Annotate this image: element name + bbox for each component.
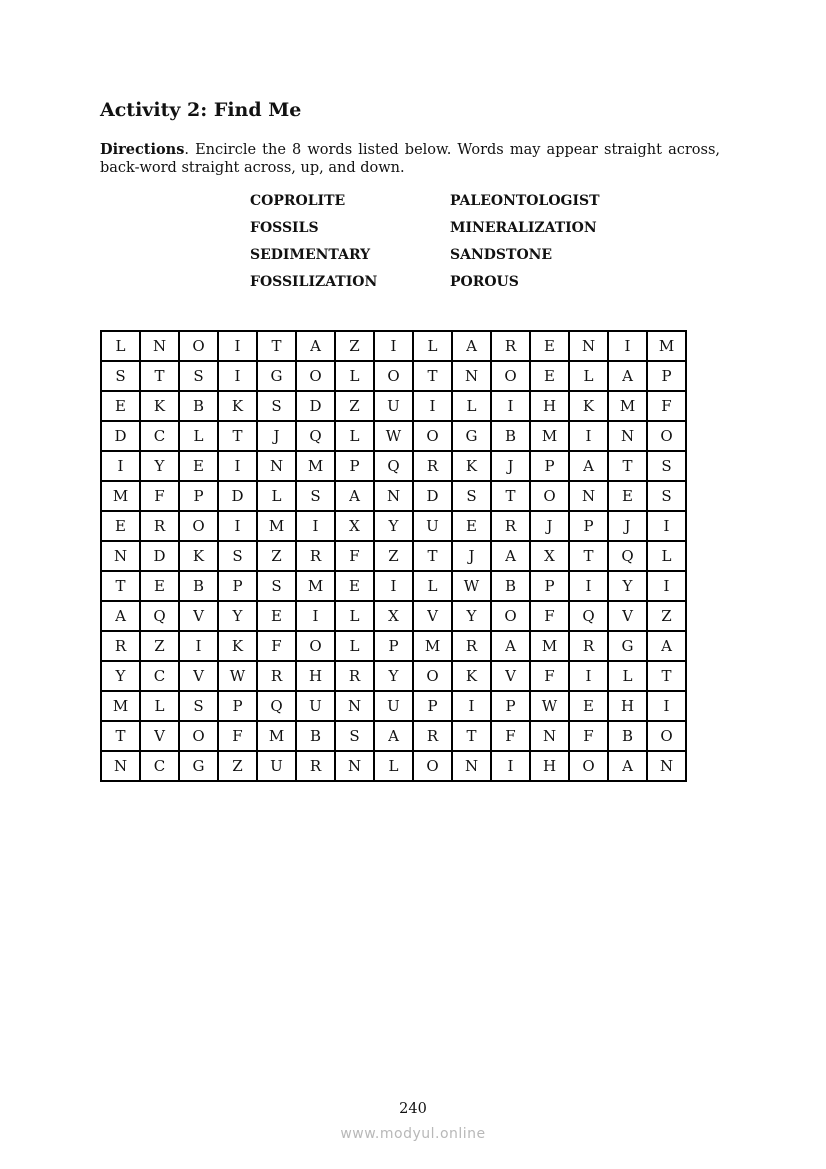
directions-text: . Encircle the 8 words listed below. Words may appear straight across, back-word straight across, up, and down. [100, 142, 720, 176]
grid-cell[interactable]: E [530, 361, 569, 391]
grid-row [101, 511, 686, 541]
grid-cell[interactable]: N [569, 481, 608, 511]
grid-cell[interactable]: T [647, 661, 686, 691]
grid-cell[interactable]: Y [140, 451, 179, 481]
grid-cell[interactable]: R [569, 631, 608, 661]
grid-cell[interactable]: A [569, 451, 608, 481]
grid-cell[interactable]: G [179, 751, 218, 781]
grid-cell[interactable]: R [257, 661, 296, 691]
grid-cell[interactable]: L [101, 331, 140, 361]
grid-cell[interactable]: I [491, 391, 530, 421]
grid-cell[interactable]: R [413, 451, 452, 481]
grid-cell[interactable]: O [647, 421, 686, 451]
grid-cell[interactable]: F [569, 721, 608, 751]
grid-cell[interactable]: M [296, 451, 335, 481]
grid-cell[interactable]: T [413, 541, 452, 571]
grid-cell[interactable]: E [101, 391, 140, 421]
grid-cell[interactable]: H [530, 751, 569, 781]
grid-cell[interactable]: X [530, 541, 569, 571]
grid-cell[interactable]: X [374, 601, 413, 631]
grid-cell[interactable]: W [452, 571, 491, 601]
grid-cell[interactable]: T [101, 571, 140, 601]
grid-cell[interactable]: D [296, 391, 335, 421]
grid-cell[interactable]: O [374, 361, 413, 391]
grid-row [101, 631, 686, 661]
grid-row [101, 661, 686, 691]
grid-cell[interactable]: T [218, 421, 257, 451]
grid-cell[interactable]: R [491, 511, 530, 541]
grid-cell[interactable]: L [335, 361, 374, 391]
grid-cell[interactable]: O [647, 721, 686, 751]
grid-cell[interactable]: B [296, 721, 335, 751]
grid-cell[interactable]: O [413, 421, 452, 451]
grid-cell[interactable]: M [413, 631, 452, 661]
grid-cell[interactable]: S [218, 541, 257, 571]
grid-cell[interactable]: U [374, 691, 413, 721]
grid-cell[interactable]: L [335, 601, 374, 631]
grid-cell[interactable]: D [413, 481, 452, 511]
grid-cell[interactable]: P [413, 691, 452, 721]
grid-cell[interactable]: O [530, 481, 569, 511]
grid-cell[interactable]: B [608, 721, 647, 751]
grid-cell[interactable]: N [335, 751, 374, 781]
grid-cell[interactable]: R [413, 721, 452, 751]
grid-cell[interactable]: L [257, 481, 296, 511]
grid-cell[interactable]: R [101, 631, 140, 661]
grid-cell[interactable]: O [179, 511, 218, 541]
grid-cell[interactable]: K [179, 541, 218, 571]
grid-cell[interactable]: A [608, 751, 647, 781]
grid-cell[interactable]: Y [608, 571, 647, 601]
grid-cell[interactable]: V [179, 661, 218, 691]
grid-cell[interactable]: T [140, 361, 179, 391]
word-item: PALEONTOLOGIST [450, 193, 600, 209]
grid-cell[interactable]: F [335, 541, 374, 571]
grid-cell[interactable]: K [452, 451, 491, 481]
grid-cell[interactable]: I [296, 601, 335, 631]
grid-cell[interactable]: S [257, 391, 296, 421]
grid-cell[interactable]: W [530, 691, 569, 721]
grid-cell[interactable]: N [452, 751, 491, 781]
grid-cell[interactable]: I [296, 511, 335, 541]
grid-cell[interactable]: D [218, 481, 257, 511]
watermark: www.modyul.online [340, 1126, 486, 1142]
grid-cell[interactable]: K [569, 391, 608, 421]
grid-cell[interactable]: M [257, 511, 296, 541]
grid-cell[interactable]: A [647, 631, 686, 661]
grid-row [101, 541, 686, 571]
grid-cell[interactable]: N [569, 331, 608, 361]
grid-cell[interactable]: F [140, 481, 179, 511]
grid-cell[interactable]: N [608, 421, 647, 451]
grid-cell[interactable]: T [569, 541, 608, 571]
grid-row [101, 451, 686, 481]
grid-cell[interactable]: M [257, 721, 296, 751]
grid-cell[interactable]: E [257, 601, 296, 631]
grid-cell[interactable]: I [101, 451, 140, 481]
grid-cell[interactable]: K [452, 661, 491, 691]
grid-cell[interactable]: E [569, 691, 608, 721]
grid-cell[interactable]: N [140, 331, 179, 361]
grid-cell[interactable]: S [101, 361, 140, 391]
grid-row [101, 571, 686, 601]
grid-cell[interactable]: P [530, 451, 569, 481]
grid-cell[interactable]: J [608, 511, 647, 541]
grid-row [101, 721, 686, 751]
grid-cell[interactable]: E [608, 481, 647, 511]
grid-cell[interactable]: S [179, 361, 218, 391]
grid-cell[interactable]: P [647, 361, 686, 391]
grid-cell[interactable]: A [335, 481, 374, 511]
grid-cell[interactable]: I [569, 421, 608, 451]
grid-cell[interactable]: B [491, 421, 530, 451]
grid-cell[interactable]: A [491, 631, 530, 661]
grid-row [101, 391, 686, 421]
grid-row [101, 421, 686, 451]
grid-cell[interactable]: V [140, 721, 179, 751]
grid-cell[interactable]: O [179, 331, 218, 361]
grid-cell[interactable]: E [140, 571, 179, 601]
grid-cell[interactable]: N [452, 361, 491, 391]
grid-cell[interactable]: G [452, 421, 491, 451]
grid-cell[interactable]: A [452, 331, 491, 361]
grid-cell[interactable]: L [140, 691, 179, 721]
grid-cell[interactable]: P [218, 691, 257, 721]
grid-cell[interactable]: M [608, 391, 647, 421]
grid-cell[interactable]: I [569, 571, 608, 601]
grid-cell[interactable]: T [452, 721, 491, 751]
grid-cell[interactable]: O [413, 661, 452, 691]
grid-cell[interactable]: C [140, 751, 179, 781]
grid-cell[interactable]: Y [452, 601, 491, 631]
grid-cell[interactable]: E [179, 451, 218, 481]
grid-cell[interactable]: J [530, 511, 569, 541]
grid-cell[interactable]: F [257, 631, 296, 661]
grid-cell[interactable]: C [140, 421, 179, 451]
grid-cell[interactable]: G [608, 631, 647, 661]
grid-cell[interactable]: L [413, 331, 452, 361]
grid-cell[interactable]: R [335, 661, 374, 691]
grid-cell[interactable]: H [608, 691, 647, 721]
grid-cell[interactable]: Y [218, 601, 257, 631]
grid-cell[interactable]: F [218, 721, 257, 751]
grid-cell[interactable]: I [218, 451, 257, 481]
grid-cell[interactable]: I [218, 331, 257, 361]
grid-cell[interactable]: U [413, 511, 452, 541]
grid-cell[interactable]: O [296, 631, 335, 661]
grid-row [101, 691, 686, 721]
directions [100, 141, 720, 177]
grid-cell[interactable]: L [374, 751, 413, 781]
grid-cell[interactable]: A [374, 721, 413, 751]
grid-cell[interactable]: L [608, 661, 647, 691]
grid-cell[interactable]: K [218, 631, 257, 661]
grid-cell[interactable]: A [608, 361, 647, 391]
grid-cell[interactable]: X [335, 511, 374, 541]
grid-cell[interactable]: T [101, 721, 140, 751]
grid-cell[interactable]: L [335, 631, 374, 661]
grid-cell[interactable]: Q [374, 451, 413, 481]
grid-cell[interactable]: R [491, 331, 530, 361]
page-title: Activity 2: Find Me [100, 99, 302, 121]
grid-cell[interactable]: T [491, 481, 530, 511]
grid-cell[interactable]: M [101, 481, 140, 511]
grid-cell[interactable]: W [218, 661, 257, 691]
grid-cell[interactable]: P [179, 481, 218, 511]
grid-cell[interactable]: M [296, 571, 335, 601]
grid-cell[interactable]: I [491, 751, 530, 781]
grid-cell[interactable]: M [530, 631, 569, 661]
grid-cell[interactable]: P [374, 631, 413, 661]
grid-cell[interactable]: L [335, 421, 374, 451]
grid-cell[interactable]: F [530, 601, 569, 631]
grid-cell[interactable]: Z [140, 631, 179, 661]
grid-cell[interactable]: P [530, 571, 569, 601]
grid-cell[interactable]: Y [374, 661, 413, 691]
grid-cell[interactable]: T [608, 451, 647, 481]
grid-cell[interactable]: Z [335, 331, 374, 361]
page-number: 240 [399, 1101, 427, 1117]
grid-cell[interactable]: L [413, 571, 452, 601]
grid-cell[interactable]: D [101, 421, 140, 451]
word-item: MINERALIZATION [450, 220, 597, 236]
grid-cell[interactable]: N [101, 751, 140, 781]
grid-cell[interactable]: N [374, 481, 413, 511]
word-list [250, 193, 650, 301]
grid-cell[interactable]: S [452, 481, 491, 511]
grid-cell[interactable]: D [140, 541, 179, 571]
grid-cell[interactable]: G [257, 361, 296, 391]
grid-cell[interactable]: O [296, 361, 335, 391]
grid-cell[interactable]: O [569, 751, 608, 781]
grid-cell[interactable]: R [452, 631, 491, 661]
grid-cell[interactable]: I [218, 511, 257, 541]
grid-cell[interactable]: S [296, 481, 335, 511]
grid-cell[interactable]: T [257, 331, 296, 361]
word-item: FOSSILS [250, 220, 319, 236]
grid-cell[interactable]: Z [374, 541, 413, 571]
grid-cell[interactable]: S [179, 691, 218, 721]
word-item: COPROLITE [250, 193, 346, 209]
grid-cell[interactable]: R [140, 511, 179, 541]
grid-cell[interactable]: Q [140, 601, 179, 631]
grid-cell[interactable]: B [179, 391, 218, 421]
grid-cell[interactable]: N [335, 691, 374, 721]
word-item: SEDIMENTARY [250, 247, 371, 263]
grid-cell[interactable]: K [218, 391, 257, 421]
grid-cell[interactable]: N [257, 451, 296, 481]
grid-cell[interactable]: R [296, 541, 335, 571]
grid-cell[interactable]: N [101, 541, 140, 571]
grid-cell[interactable]: Y [374, 511, 413, 541]
grid-cell[interactable]: E [452, 511, 491, 541]
grid-cell[interactable]: I [647, 571, 686, 601]
grid-cell[interactable]: L [647, 541, 686, 571]
grid-cell[interactable]: Q [608, 541, 647, 571]
grid-cell[interactable]: B [179, 571, 218, 601]
grid-cell[interactable]: Z [335, 391, 374, 421]
word-item: FOSSILIZATION [250, 274, 378, 290]
grid-cell[interactable]: Q [296, 421, 335, 451]
grid-cell[interactable]: U [257, 751, 296, 781]
grid-cell[interactable]: L [569, 361, 608, 391]
grid-cell[interactable]: Z [647, 601, 686, 631]
grid-cell[interactable]: H [530, 391, 569, 421]
grid-cell[interactable]: J [257, 421, 296, 451]
grid-cell[interactable]: J [452, 541, 491, 571]
grid-cell[interactable]: I [452, 691, 491, 721]
grid-cell[interactable]: O [179, 721, 218, 751]
grid-cell[interactable]: S [647, 451, 686, 481]
grid-cell[interactable]: M [647, 331, 686, 361]
word-item: POROUS [450, 274, 519, 290]
grid-cell[interactable]: V [179, 601, 218, 631]
grid-cell[interactable]: S [257, 571, 296, 601]
grid-cell[interactable]: F [491, 721, 530, 751]
word-item: SANDSTONE [450, 247, 553, 263]
grid-cell[interactable]: F [530, 661, 569, 691]
grid-cell[interactable]: A [296, 331, 335, 361]
grid-cell[interactable]: O [491, 601, 530, 631]
grid-cell[interactable]: K [140, 391, 179, 421]
directions-label: Directions [100, 141, 185, 158]
grid-cell[interactable]: Q [569, 601, 608, 631]
grid-cell[interactable]: I [374, 331, 413, 361]
grid-cell[interactable]: E [101, 511, 140, 541]
grid-cell[interactable]: A [491, 541, 530, 571]
grid-cell[interactable]: V [608, 601, 647, 631]
grid-cell[interactable]: O [491, 361, 530, 391]
grid-cell[interactable]: V [413, 601, 452, 631]
grid-cell[interactable]: I [179, 631, 218, 661]
grid-cell[interactable]: A [101, 601, 140, 631]
grid-cell[interactable]: Q [257, 691, 296, 721]
grid-cell[interactable]: O [413, 751, 452, 781]
grid-cell[interactable]: B [491, 571, 530, 601]
grid-cell[interactable]: P [335, 451, 374, 481]
grid-cell[interactable]: S [335, 721, 374, 751]
grid-cell[interactable]: E [530, 331, 569, 361]
grid-row [101, 331, 686, 361]
grid-cell[interactable]: I [569, 661, 608, 691]
grid-cell[interactable]: I [647, 511, 686, 541]
word-search-grid [100, 330, 687, 782]
grid-row [101, 361, 686, 391]
grid-cell[interactable]: H [296, 661, 335, 691]
grid-cell[interactable]: L [179, 421, 218, 451]
grid-cell[interactable]: L [452, 391, 491, 421]
grid-cell[interactable]: P [569, 511, 608, 541]
grid-row [101, 751, 686, 781]
grid-cell[interactable]: I [647, 691, 686, 721]
grid-cell[interactable]: W [374, 421, 413, 451]
grid-cell[interactable]: U [296, 691, 335, 721]
grid-cell[interactable]: P [218, 571, 257, 601]
grid-row [101, 601, 686, 631]
grid-cell[interactable]: M [530, 421, 569, 451]
grid-cell[interactable]: I [218, 361, 257, 391]
grid-cell[interactable]: E [335, 571, 374, 601]
grid-row [101, 481, 686, 511]
grid-cell[interactable]: I [608, 331, 647, 361]
grid-cell[interactable]: Z [257, 541, 296, 571]
grid-cell[interactable]: Y [101, 661, 140, 691]
grid-cell[interactable]: P [491, 691, 530, 721]
grid-cell[interactable]: T [413, 361, 452, 391]
grid-cell[interactable]: F [647, 391, 686, 421]
grid-cell[interactable]: C [140, 661, 179, 691]
grid-cell[interactable]: J [491, 451, 530, 481]
grid-cell[interactable]: U [374, 391, 413, 421]
grid-cell[interactable]: N [647, 751, 686, 781]
grid-cell[interactable]: I [413, 391, 452, 421]
grid-cell[interactable]: V [491, 661, 530, 691]
grid-cell[interactable]: Z [218, 751, 257, 781]
grid-cell[interactable]: N [530, 721, 569, 751]
grid-cell[interactable]: S [647, 481, 686, 511]
grid-cell[interactable]: M [101, 691, 140, 721]
grid-cell[interactable]: R [296, 751, 335, 781]
grid-cell[interactable]: I [374, 571, 413, 601]
